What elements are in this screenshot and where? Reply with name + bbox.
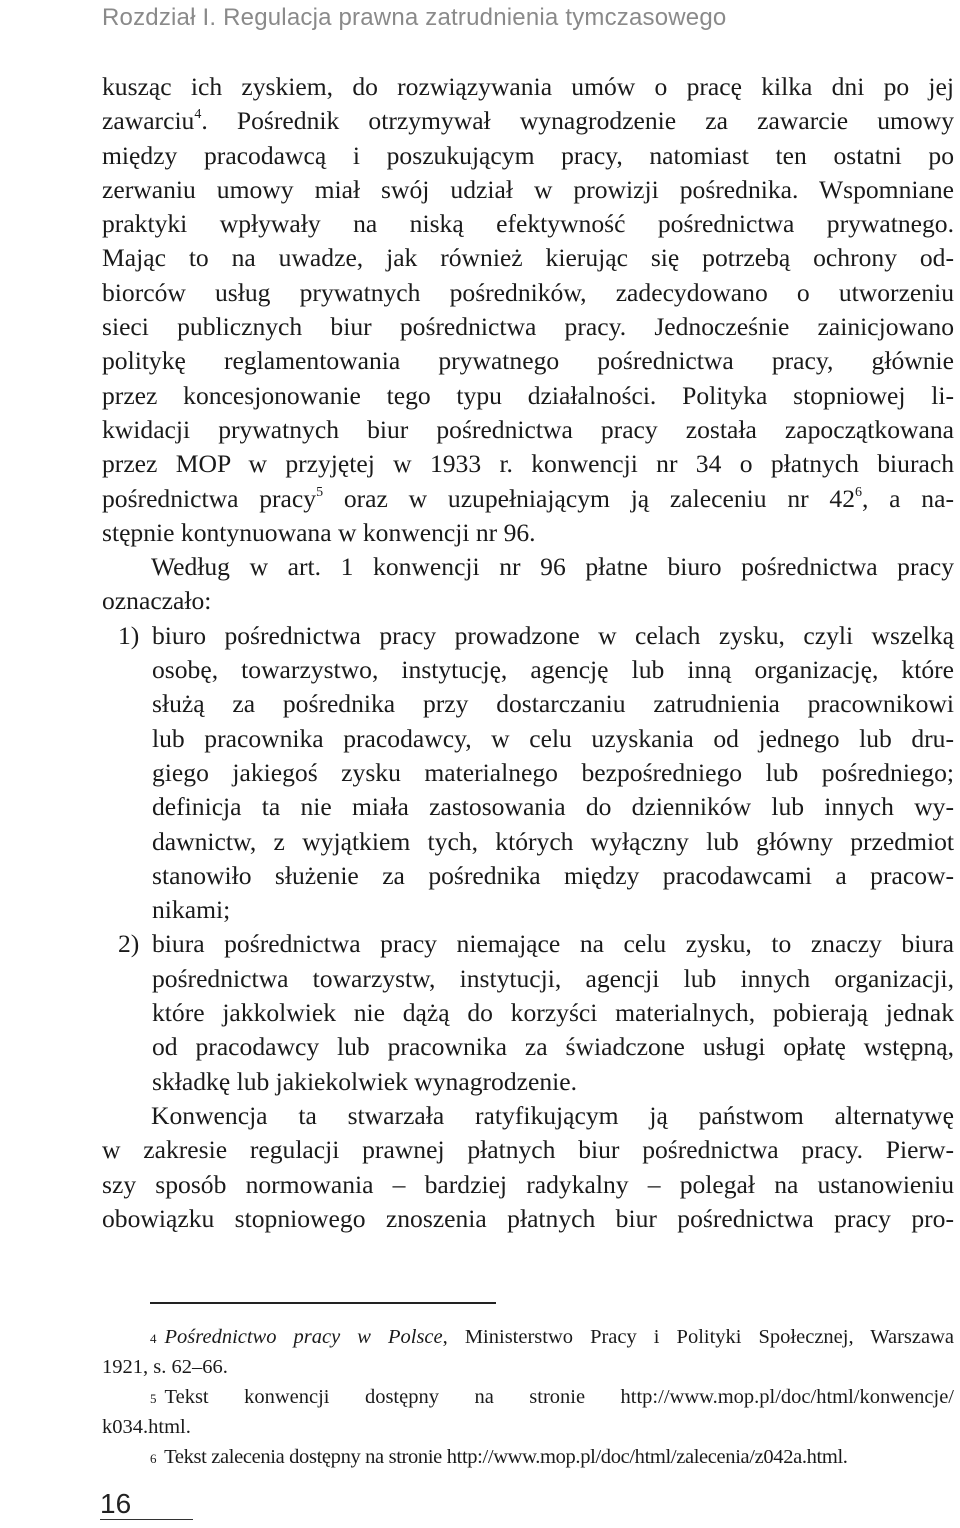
text-line: Według w art. 1 konwencji nr 96 płatne biuro pośrednictwa pracy (151, 552, 954, 582)
text-line: stępnie kontynuowana w konwencji nr 96. (102, 517, 536, 547)
text-line: 1) biuro pośrednictwa pracy prowadzone w celach zysku, czyli wszelką (102, 619, 954, 653)
footnote-6: $^6$ Tekst zalecenia dostępny na stronie http://www.mop.pl/doc/html/zalecenia/z042a.html. (150, 1446, 848, 1468)
footnote-4-cont: 1921, s. 62–66. (102, 1356, 228, 1378)
text-line: osobę, towarzystwo, instytucję, agencję lub inną organizację, które (152, 655, 954, 685)
text-line: stanowiło służenie za pośrednika między pracodawcami a pracow- (152, 860, 954, 890)
text-line: od pracodawcy lub pracownika za świadczone usługi opłatę wstępną, (152, 1032, 954, 1062)
list-number: 2) (118, 929, 140, 959)
text-line: giego jakiegoś zysku materialnego bezpośredniego lub pośredniego; (152, 757, 954, 787)
text-line: które jakkolwiek nie dążą do korzyści materialnych, pobierają jednak (152, 998, 954, 1028)
text-line: szy sposób normowania – bardziej radykalny – polegał na ustanowieniu (102, 1169, 954, 1199)
list-item-1 (102, 619, 954, 928)
footnote-4: $^4$ Pośrednictwo pracy w Polsce, Ministerstwo Pracy i Polityki Społecznej, Warszawa (150, 1326, 954, 1348)
text-line: przez MOP w przyjętej w 1933 r. konwencji nr 34 o płatnych biurach (102, 449, 954, 479)
footnote-ref-4: 4 (194, 107, 202, 123)
footnote-number: 4 (150, 1331, 157, 1346)
text-line (102, 482, 954, 516)
text-line: obowiązku stopniowego znoszenia płatnych biur pośrednictwa pracy pro- (102, 1203, 954, 1233)
list-item-2 (102, 927, 954, 1098)
page-number-rule (100, 1519, 193, 1520)
text-line: dawnictw, z wyjątkiem tych, których wyłączny lub główny przedmiot (152, 826, 954, 856)
text-line: Konwencja ta stwarzała ratyfikującym ją państwom alternatywę (151, 1100, 954, 1130)
text-fragment: Pośrednik otrzymywał wynagrodzenie za zawarcie umowy (236, 106, 954, 136)
footnote-divider (150, 1302, 496, 1304)
footnotes (102, 1322, 954, 1472)
text-line: nikami; (152, 895, 231, 925)
text-line: biorców usług prywatnych pośredników, zadecydowano o utworzeniu (102, 277, 954, 307)
footnote-ref-5: 5 (316, 484, 324, 500)
text-line: definicja ta nie miała zastosowania do dzienników lub innych wy- (152, 792, 954, 822)
running-header: Rozdział I. Regulacja prawna zatrudnienia tymczasowego (102, 4, 727, 31)
text-line: 2) biura pośrednictwa pracy niemające na celu zysku, to znaczy biura (102, 927, 954, 961)
footnote-ref-6: 6 (855, 484, 862, 500)
text-fragment: oraz w uzupełniającym ją zaleceniu nr 42 (343, 483, 855, 513)
text-line: Mając to na uwadze, jak również kierując się potrzebą ochrony od- (102, 243, 954, 273)
footnote-5: $^5$ Tekst konwencji dostępny na stronie http://www.mop.pl/doc/html/konwencje/ (150, 1386, 954, 1408)
list-number: 1) (118, 620, 140, 650)
text-line: praktyki wpływały na niską efektywność pośrednictwa prywatnego. (102, 209, 954, 239)
footnote-title: Pośrednictwo pracy w Polsce (164, 1326, 443, 1348)
text-line: zerwaniu umowy miał swój udział w prowizji pośrednika. Wspomniane (102, 174, 954, 204)
text-line: kwidacji prywatnych biur pośrednictwa pracy została zapoczątkowana (102, 414, 954, 444)
text-fragment: , a na- (862, 483, 954, 513)
text-line: służą za pośrednika przy dostarczaniu zatrudnienia pracownikowi (152, 689, 954, 719)
text-line: sieci publicznych biur pośrednictwa pracy. Jednocześnie zainicjowano (102, 312, 954, 342)
text-line: lub pracownika pracodawcy, w celu uzyskania od jednego lub dru- (152, 723, 954, 753)
body-text (102, 70, 954, 1236)
text-line: przez koncesjonowanie tego typu działalności. Polityka stopniowej li- (102, 380, 954, 410)
text-line: kusząc ich zyskiem, do rozwiązywania umów o pracę kilka dni po jej (102, 72, 954, 101)
footnote-5-cont: k034.html. (102, 1416, 191, 1438)
footnote-number: 6 (150, 1451, 157, 1466)
page-number: 16 (100, 1488, 132, 1519)
text-line: składkę lub jakiekolwiek wynagrodzenie. (152, 1066, 578, 1096)
text-fragment: zawarciu (102, 106, 195, 136)
text-fragment: pośrednictwa pracy (102, 483, 317, 513)
text-line: politykę reglamentowania prywatnego pośrednictwa pracy, głównie (102, 346, 954, 376)
text-line: oznaczało: (102, 586, 212, 616)
text-line: zawarciu$^4$. Pośrednik otrzymywał wynagrodzenie za zawarcie umowy (102, 106, 954, 136)
text-line: pośrednictwa towarzystw, instytucji, agencji lub innych organizacji, (152, 963, 954, 993)
footnote-number: 5 (150, 1391, 157, 1406)
text-line: między pracodawcą i poszukującym pracy, natomiast ten ostatni po (102, 140, 954, 170)
text-line: w zakresie regulacji prawnej płatnych biur pośrednictwa pracy. Pierw- (102, 1135, 954, 1165)
